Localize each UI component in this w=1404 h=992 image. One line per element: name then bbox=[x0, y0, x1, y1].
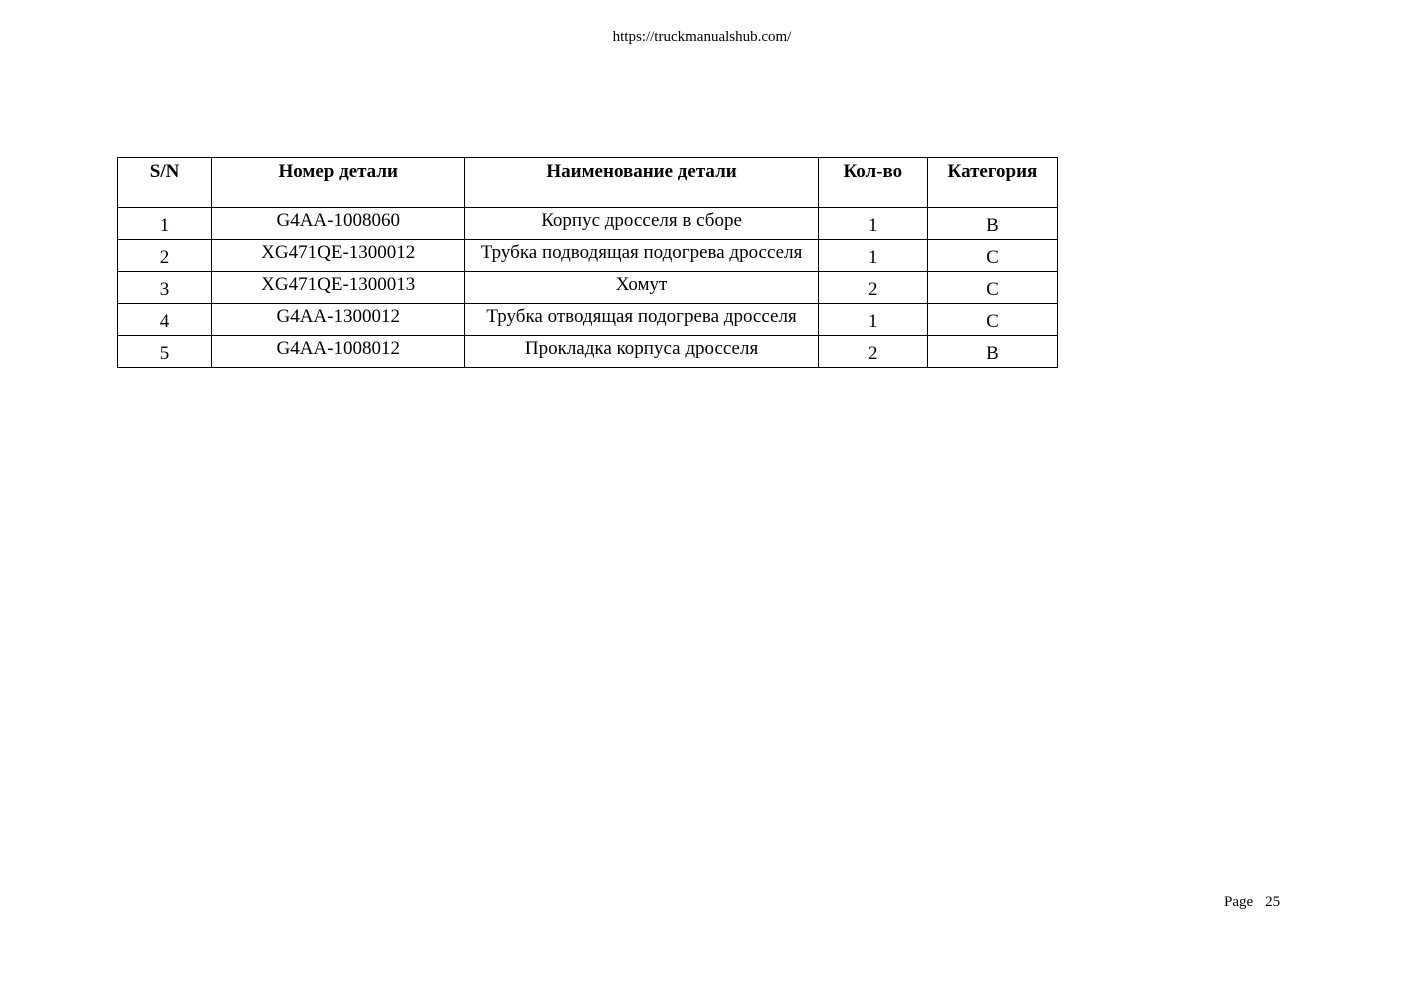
cell-part-number: G4AA-1008060 bbox=[212, 208, 465, 240]
cell-sn: 3 bbox=[118, 272, 212, 304]
cell-category: B bbox=[927, 336, 1057, 368]
column-header-qty: Кол-во bbox=[818, 158, 927, 208]
column-header-part-number: Номер детали bbox=[212, 158, 465, 208]
cell-part-name: Трубка подводящая подогрева дросселя bbox=[465, 240, 818, 272]
table-row bbox=[118, 240, 1058, 272]
cell-qty: 2 bbox=[818, 336, 927, 368]
page-number: 25 bbox=[1265, 894, 1281, 910]
table-row bbox=[118, 304, 1058, 336]
cell-qty: 1 bbox=[818, 304, 927, 336]
table-header-row bbox=[118, 158, 1058, 208]
cell-part-name: Трубка отводящая подогрева дросселя bbox=[465, 304, 818, 336]
table-row bbox=[118, 208, 1058, 240]
column-header-category: Категория bbox=[927, 158, 1057, 208]
table-row bbox=[118, 336, 1058, 368]
cell-part-number: G4AA-1008012 bbox=[212, 336, 465, 368]
cell-part-number: XG471QE-1300012 bbox=[212, 240, 465, 272]
cell-qty: 1 bbox=[818, 240, 927, 272]
cell-part-number: XG471QE-1300013 bbox=[212, 272, 465, 304]
cell-part-number: G4AA-1300012 bbox=[212, 304, 465, 336]
parts-table bbox=[117, 157, 1058, 368]
cell-sn: 5 bbox=[118, 336, 212, 368]
cell-qty: 1 bbox=[818, 208, 927, 240]
cell-qty: 2 bbox=[818, 272, 927, 304]
column-header-part-name: Наименование детали bbox=[465, 158, 818, 208]
cell-category: B bbox=[927, 208, 1057, 240]
cell-category: C bbox=[927, 304, 1057, 336]
cell-part-name: Хомут bbox=[465, 272, 818, 304]
table-row bbox=[118, 272, 1058, 304]
cell-part-name: Корпус дросселя в сборе bbox=[465, 208, 818, 240]
cell-sn: 2 bbox=[118, 240, 212, 272]
page-footer bbox=[1224, 892, 1280, 912]
cell-part-name: Прокладка корпуса дросселя bbox=[465, 336, 818, 368]
page-label: Page bbox=[1224, 894, 1254, 910]
cell-category: C bbox=[927, 240, 1057, 272]
cell-sn: 4 bbox=[118, 304, 212, 336]
column-header-sn: S/N bbox=[118, 158, 212, 208]
cell-sn: 1 bbox=[118, 208, 212, 240]
header-url: https://truckmanualshub.com/ bbox=[612, 29, 792, 45]
cell-category: C bbox=[927, 272, 1057, 304]
